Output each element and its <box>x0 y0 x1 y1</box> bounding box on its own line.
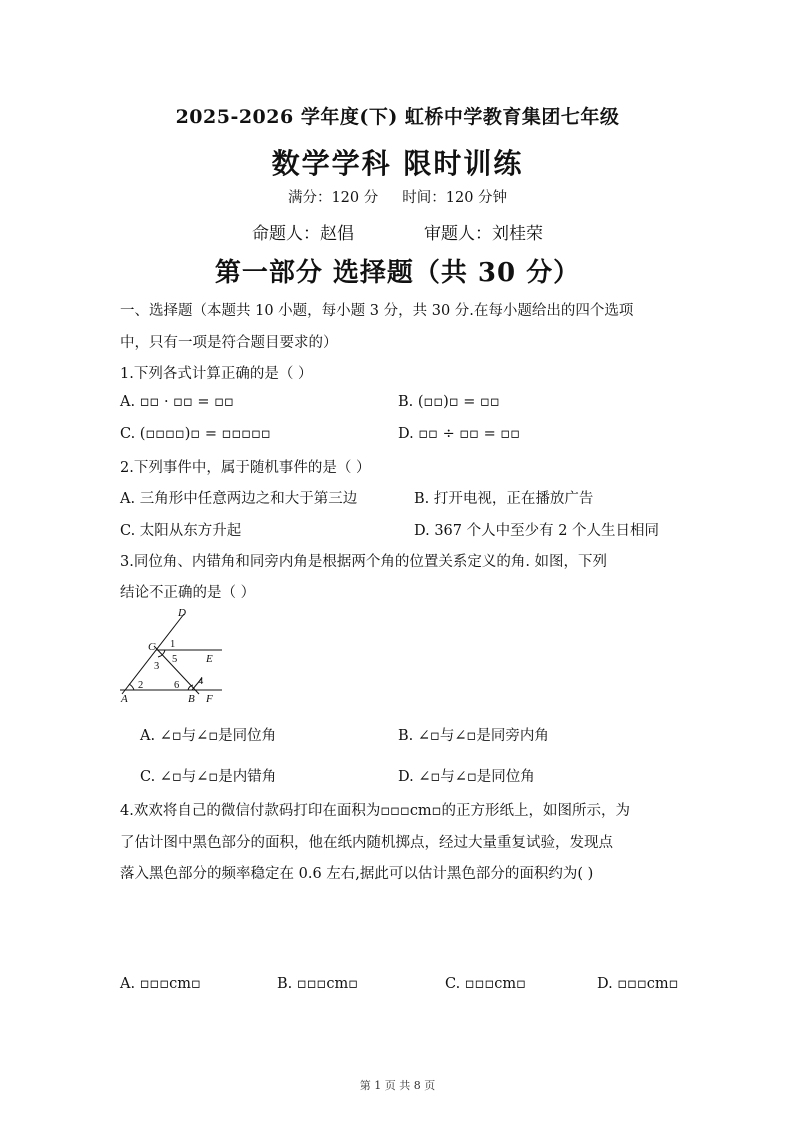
q4-stem-line2: 了估计图中黑色部分的面积，他在纸内随机掷点，经过大量重复试验，发现点 <box>120 835 613 851</box>
angle-label-1: 1 <box>170 639 176 650</box>
angle-label-5: 5 <box>172 654 178 665</box>
q1-stem: 1.下列各式计算正确的是（ ） <box>120 366 313 382</box>
q3-option-b: B. ∠▫与∠▫是同旁内角 <box>398 728 549 744</box>
point-a: A <box>121 693 128 705</box>
q3-stem-line2: 结论不正确的是（ ） <box>120 585 256 601</box>
q3-option-c: C. ∠▫与∠▫是内错角 <box>140 769 277 785</box>
angle-label-2: 2 <box>138 680 144 691</box>
angle-label-3: 3 <box>154 661 160 672</box>
angle-label-6: 6 <box>174 680 180 691</box>
q1-option-c: C. (▫▫▫▫)▫ = ▫▫▫▫▫ <box>120 426 271 442</box>
q3-stem-line1: 3.同位角、内错角和同旁内角是根据两个角的位置关系定义的角. 如图，下列 <box>120 554 608 570</box>
q4-option-c: C. ▫▫▫cm▫ <box>445 976 526 992</box>
q2-option-d: D. 367 个人中至少有 2 个人生日相同 <box>414 523 660 539</box>
exam-header-line: 2025-2026 学年度(下) 虹桥中学教育集团七年级 <box>175 106 620 128</box>
point-b: B <box>188 693 195 705</box>
point-d: D <box>178 607 186 619</box>
q1-option-d: D. ▫▫ ÷ ▫▫ = ▫▫ <box>398 426 521 442</box>
q4-stem-line1: 4.欢欢将自己的微信付款码打印在面积为▫▫▫cm▫的正方形纸上，如图所示，为 <box>120 803 631 819</box>
angle-label-4: 4 <box>198 676 204 687</box>
section-instruction-line2: 中，只有一项是符合题目要求的） <box>120 335 338 351</box>
section-instruction-line1: 一、选择题（本题共 10 小题，每小题 3 分，共 30 分.在每小题给出的四个选项 <box>120 303 634 319</box>
angle-arc-a <box>129 684 134 690</box>
q3-geometry-figure <box>118 606 228 706</box>
score-time-line <box>0 186 795 207</box>
point-c: C <box>148 641 156 653</box>
q2-option-b: B. 打开电视，正在播放广告 <box>414 491 594 507</box>
part-title: 第一部分 选择题（共 30 分） <box>214 258 581 288</box>
q2-option-a: A. 三角形中任意两边之和大于第三边 <box>120 491 358 507</box>
q1-option-a: A. ▫▫ · ▫▫ = ▫▫ <box>120 394 234 410</box>
q4-option-a: A. ▫▫▫cm▫ <box>120 976 201 992</box>
exam-time: 时间：120 分钟 <box>402 190 508 206</box>
exam-title: 数学学科 限时训练 <box>271 147 524 180</box>
question-author: 命题人：赵倡 <box>252 224 354 244</box>
q2-stem: 2.下列事件中，属于随机事件的是（ ） <box>120 460 371 476</box>
q4-option-d: D. ▫▫▫cm▫ <box>597 976 679 992</box>
point-f: F <box>206 693 213 705</box>
page-footer: 第 1 页 共 8 页 <box>359 1079 436 1092</box>
q3-option-d: D. ∠▫与∠▫是同位角 <box>398 769 535 785</box>
full-score: 满分：120 分 <box>287 190 379 206</box>
q1-option-b: B. (▫▫)▫ = ▫▫ <box>398 394 500 410</box>
q2-option-c: C. 太阳从东方升起 <box>120 523 242 539</box>
authors-line <box>0 219 795 244</box>
q3-option-a: A. ∠▫与∠▫是同位角 <box>140 728 277 744</box>
q4-stem-line3: 落入黑色部分的频率稳定在 0.6 左右,据此可以估计黑色部分的面积约为( ) <box>120 866 594 882</box>
q4-option-b: B. ▫▫▫cm▫ <box>277 976 359 992</box>
point-e: E <box>206 653 213 665</box>
question-reviewer: 审题人：刘桂荣 <box>424 224 543 244</box>
